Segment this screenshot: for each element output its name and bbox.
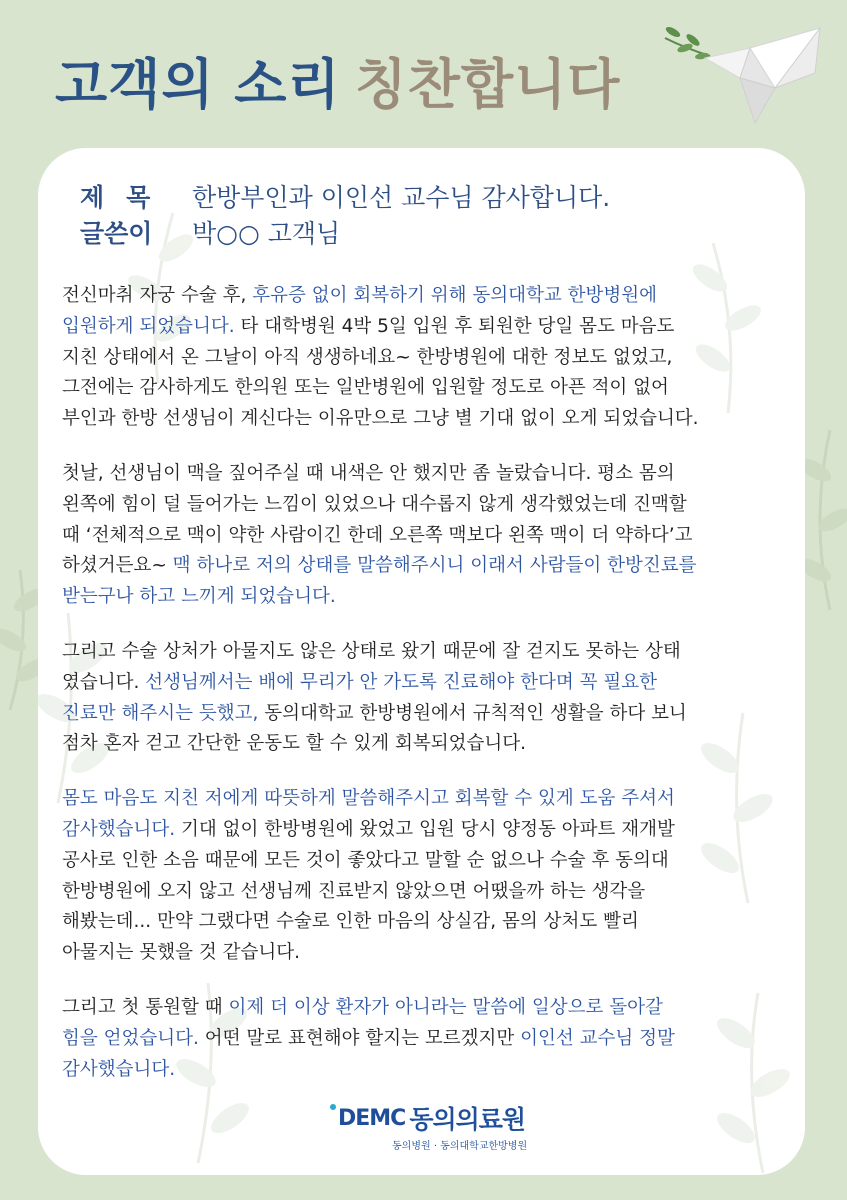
letter-text: 지친 상태에서 온 그날이 아직 생생하네요~ 한방병원에 대한 정보도 없었고, bbox=[62, 346, 673, 368]
letter-paragraph bbox=[62, 784, 792, 969]
highlighted-text: 힘을 얻었습니다. bbox=[62, 1027, 199, 1049]
subject-label: 제목 bbox=[80, 183, 173, 212]
highlighted-text: 후유증 없이 회복하기 위해 동의대학교 한방병원에 bbox=[252, 285, 657, 306]
letter-text: 공사로 인한 소음 때문에 모든 것이 좋았다고 말할 순 없으나 수술 후 동의대 bbox=[62, 849, 669, 871]
highlighted-text: 감사했습니다. bbox=[62, 818, 176, 840]
highlighted-text: 몸도 마음도 지친 저에게 따뜻하게 말씀해주시고 회복할 수 있게 도움 주셔서 bbox=[62, 788, 675, 810]
letter-text: 점차 혼자 걷고 간단한 운동도 할 수 있게 회복되었습니다. bbox=[62, 733, 526, 755]
author-row bbox=[80, 216, 610, 252]
author-label: 글쓴이 bbox=[80, 219, 153, 248]
highlighted-text: 이인선 교수님 정말 bbox=[520, 1027, 675, 1049]
title-voice: 고객의 소리 bbox=[55, 53, 341, 116]
letter-text: 그리고 수술 상처가 아물지도 않은 상태로 왔기 때문에 잘 걷지도 못하는 상태 bbox=[62, 640, 681, 662]
highlighted-text: 이제 더 이상 환자가 아니라는 말씀에 일상으로 돌아갈 bbox=[228, 996, 663, 1018]
letter-text: 였습니다. bbox=[62, 671, 146, 693]
header bbox=[0, 0, 847, 140]
letter-text: 타 대학병원 4박 5일 입원 후 퇴원한 당일 몸도 마음도 bbox=[234, 315, 675, 337]
hospital-logo bbox=[330, 1100, 527, 1152]
letter-text: 그전에는 감사하게도 한의원 또는 일반병원에 입원할 정도로 아픈 적이 없어 bbox=[62, 377, 669, 399]
subject-row bbox=[80, 180, 610, 216]
letter-card bbox=[38, 148, 805, 1175]
highlighted-text: 받는구나 하고 느끼게 되었습니다. bbox=[62, 586, 336, 608]
letter-text: 동의대학교 한방병원에서 규칙적인 생활을 하다 보니 bbox=[258, 702, 687, 724]
highlighted-text: 선생님께서는 배에 무리가 안 가도록 진료해야 한다며 꼭 필요한 bbox=[145, 671, 657, 693]
highlighted-text: 진료만 해주시는 듯했고, bbox=[62, 702, 259, 724]
letter-text: 부인과 한방 선생님이 계신다는 이유만으로 그냥 별 기대 없이 오게 되었습니다. bbox=[62, 408, 699, 430]
subject-value: 한방부인과 이인선 교수님 감사합니다. bbox=[192, 183, 611, 212]
letter-text: 해봤는데... 만약 그랬다면 수술로 인한 마음의 상실감, 몸의 상처도 빨리 bbox=[62, 911, 639, 933]
logo-subtitle: 동의병원 · 동의대학교한방병원 bbox=[392, 1141, 528, 1152]
letter-paragraph bbox=[62, 637, 792, 760]
letter-text: 때 ‘전체적으로 맥이 약한 사람이긴 한데 오른쪽 맥보다 왼쪽 맥이 더 약하다’고 bbox=[62, 524, 693, 546]
letter-meta bbox=[80, 180, 610, 252]
letter-text: 기대 없이 한방병원에 왔었고 입원 당시 양정동 아파트 재개발 bbox=[175, 818, 675, 840]
highlighted-text: 맥 하나로 저의 상태를 말씀해주시니 이래서 사람들이 한방진료를 bbox=[172, 555, 697, 577]
letter-text: 아물지는 못했을 것 같습니다. bbox=[62, 942, 300, 964]
highlighted-text: 감사했습니다. bbox=[62, 1058, 176, 1080]
letter-body bbox=[62, 281, 792, 1109]
letter-text: 어떤 말로 표현해야 할지는 모르겠지만 bbox=[198, 1027, 521, 1049]
letter-paragraph bbox=[62, 993, 792, 1085]
letter-paragraph bbox=[62, 459, 792, 613]
letter-text: 첫날, 선생님이 맥을 짚어주실 때 내색은 안 했지만 좀 놀랐습니다. 평소 몸의 bbox=[62, 462, 675, 484]
logo-name: 동의의료원 bbox=[409, 1105, 526, 1134]
letter-text: 한방병원에 오지 않고 선생님께 진료받지 않았으면 어땠을까 하는 생각을 bbox=[62, 880, 646, 902]
logo-mark: DEMC bbox=[330, 1106, 405, 1131]
origami-dove-icon bbox=[655, 18, 825, 128]
letter-paragraph bbox=[62, 281, 792, 435]
page-title bbox=[55, 42, 620, 119]
letter-text: 전신마취 자궁 수술 후, bbox=[62, 285, 253, 306]
letter-text: 그리고 첫 통원할 때 bbox=[62, 996, 229, 1018]
title-praise: 칭찬합니다 bbox=[354, 53, 621, 116]
letter-text: 하셨거든요~ bbox=[62, 555, 173, 577]
highlighted-text: 입원하게 되었습니다. bbox=[62, 315, 235, 337]
letter-text: 왼쪽에 힘이 덜 들어가는 느낌이 있었으나 대수롭지 않게 생각했었는데 진맥할 bbox=[62, 493, 687, 515]
author-value: 박○○ 고객님 bbox=[192, 219, 341, 248]
